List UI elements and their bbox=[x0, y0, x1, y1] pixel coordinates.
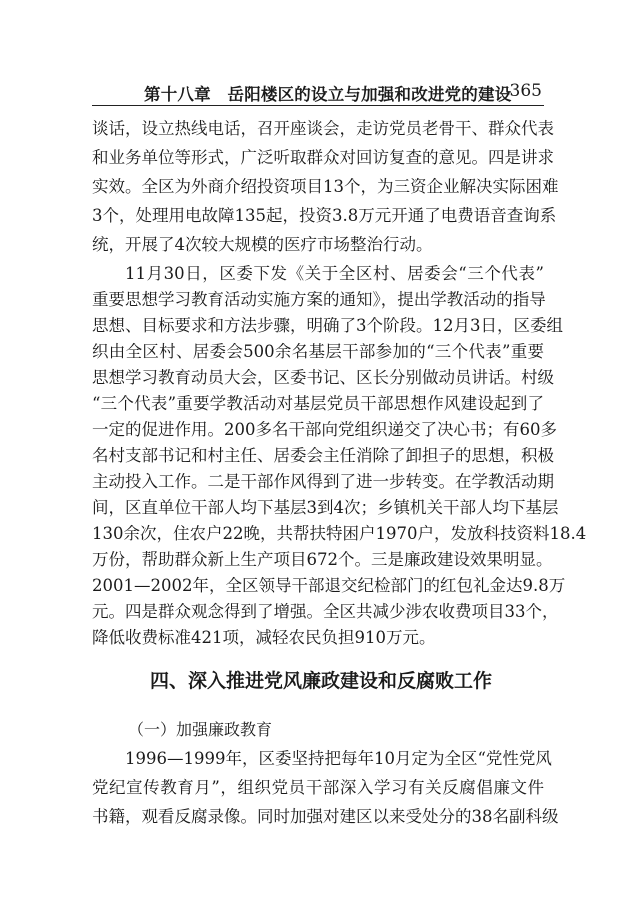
body-line: “三个代表”重要学教活动对基层党员干部思想作风建设起到了 bbox=[92, 394, 544, 413]
body-line: 1996—1999年，区委坚持把每年10月定为全区“党性党风 bbox=[125, 749, 552, 768]
body-line: 降低收费标准421项，减轻农民负担910万元。 bbox=[92, 628, 436, 647]
body-line: 书籍，观看反腐录像。同时加强对建区以来受处分的38名副科级 bbox=[92, 807, 559, 826]
body-line: 重要思想学习教育活动实施方案的通知》，提出学教活动的指导 bbox=[92, 290, 546, 309]
body-line: 万份，帮助群众新上生产项目672个。三是廉政建设效果明显。 bbox=[92, 550, 553, 569]
page-number: 365 bbox=[509, 81, 542, 101]
body-line: 实效。全区为外商介绍投资项目13个，为三资企业解决实际困难 bbox=[92, 177, 559, 196]
body-line: 思想学习教育动员大会，区委书记、区长分别做动员讲话。村级 bbox=[92, 368, 554, 387]
chapter-title: 第十八章 岳阳楼区的设立与加强和改进党的建设 bbox=[144, 85, 512, 104]
body-line: 元。四是群众观念得到了增强。全区共减少涉农收费项目33个， bbox=[92, 602, 559, 621]
body-line: 2001—2002年，全区领导干部退交纪检部门的红包礼金达9.8万 bbox=[92, 576, 566, 595]
body-line: 一定的促进作用。200多名干部向党组织递交了决心书；有60多 bbox=[92, 420, 557, 439]
body-line: 130余次，住农户22晚，共帮扶特困户1970户，发放科技资料18.4 bbox=[92, 524, 587, 543]
body-line: 间，区直单位干部人均下基层3到4次；乡镇机关干部人均下基层 bbox=[92, 498, 559, 517]
body-line: 织由全区村、居委会500余名基层干部参加的“三个代表”重要 bbox=[92, 342, 544, 361]
body-line: 主动投入工作。二是干部作风得到了进一步转变。在学教活动期 bbox=[92, 472, 554, 491]
section-subheading: （一）加强廉政教育 bbox=[128, 720, 273, 739]
body-line: 党纪宣传教育月”，组织党员干部深入学习有关反腐倡廉文件 bbox=[92, 778, 544, 797]
body-line: 思想、目标要求和方法步骤，明确了3个阶段。12月3日，区委组 bbox=[92, 316, 563, 335]
body-line: 3个，处理用电故障135起，投资3.8万元开通了电费语音查询系 bbox=[92, 206, 557, 225]
body-line: 统，开展了4次较大规模的医疗市场整治行动。 bbox=[92, 235, 433, 254]
running-head bbox=[92, 79, 544, 106]
body-line: 和业务单位等形式，广泛听取群众对回访复查的意见。四是讲求 bbox=[92, 148, 554, 167]
body-line: 11月30日，区委下发《关于全区村、居委会“三个代表” bbox=[125, 264, 544, 283]
section-heading: 四、深入推进党风廉政建设和反腐败工作 bbox=[149, 670, 492, 692]
body-line: 名村支部书记和村主任、居委会主任消除了卸担子的思想，积极 bbox=[92, 446, 554, 465]
body-line: 谈话，设立热线电话，召开座谈会，走访党员老骨干、群众代表 bbox=[92, 119, 554, 138]
